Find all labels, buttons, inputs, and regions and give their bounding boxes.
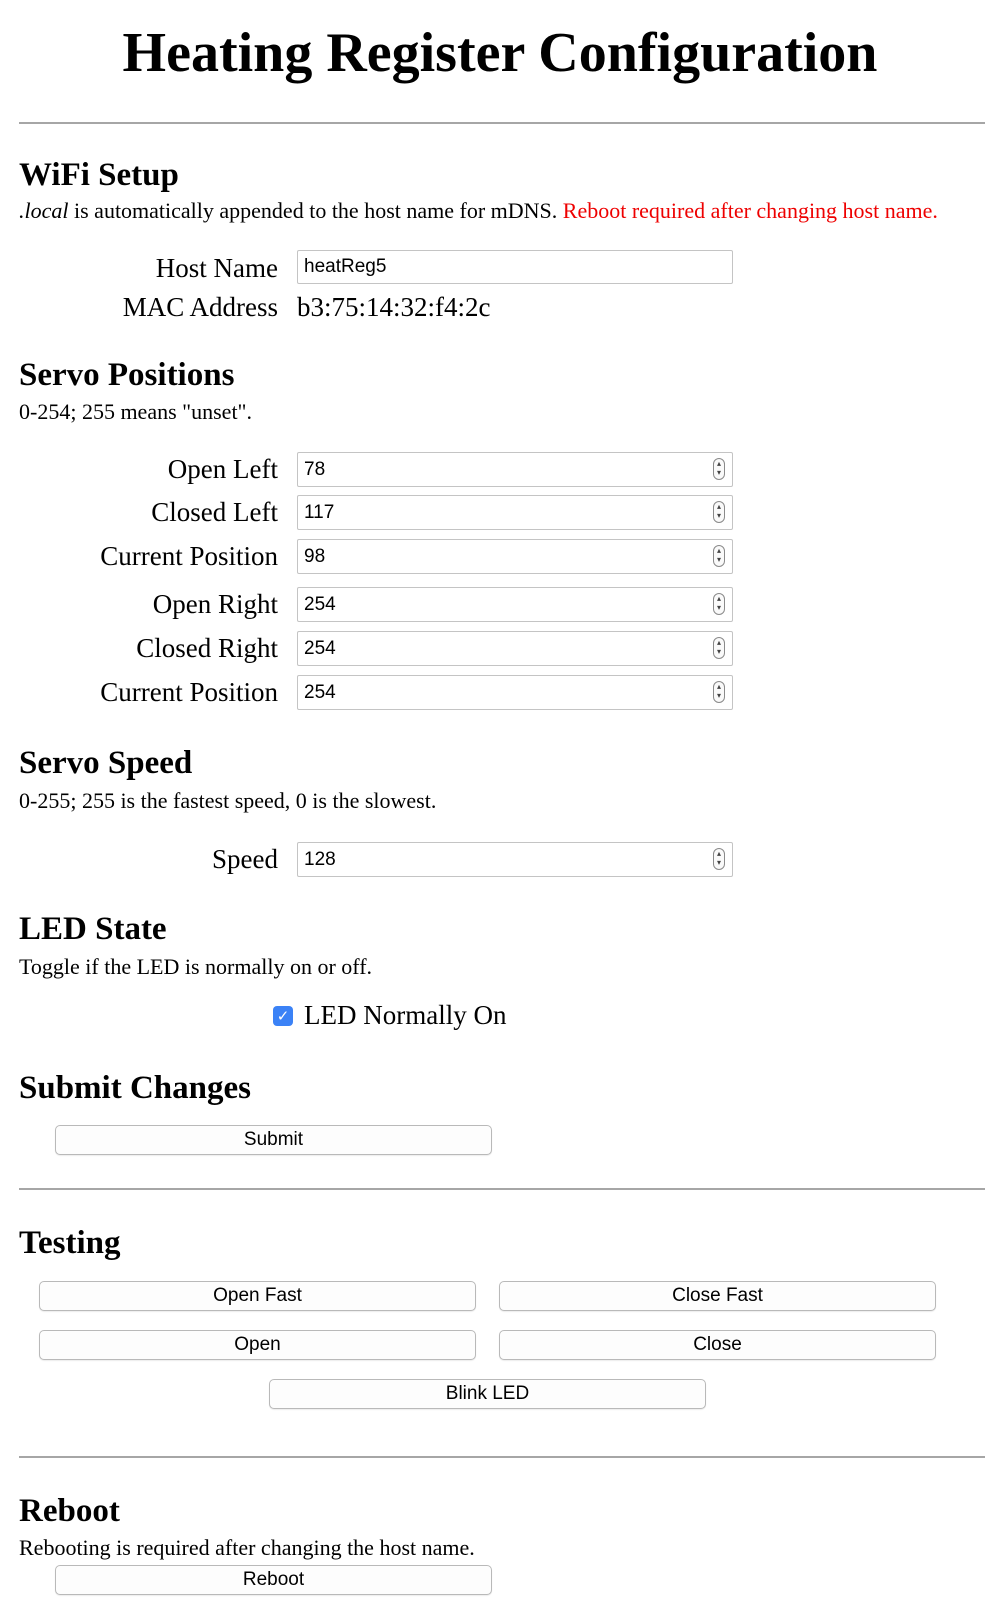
divider	[19, 1456, 985, 1458]
wifi-description	[19, 198, 938, 224]
open-left-field	[297, 452, 733, 487]
open-right-field	[297, 587, 733, 622]
current-position-right-input[interactable]	[297, 675, 733, 710]
servo-positions-description: 0-254; 255 means "unset".	[19, 399, 253, 424]
open-left-label: Open Left	[167, 454, 278, 484]
speed-label: Speed	[212, 844, 278, 874]
reboot-heading: Reboot	[19, 1493, 120, 1529]
stepper-icon[interactable]: ▴ ▾	[713, 637, 725, 659]
wifi-setup-heading: WiFi Setup	[19, 157, 179, 193]
testing-heading: Testing	[19, 1225, 121, 1261]
closed-left-field	[297, 495, 733, 530]
divider	[19, 1188, 985, 1190]
led-normally-on-label[interactable]: LED Normally On	[304, 1000, 507, 1030]
divider	[19, 122, 985, 124]
close-fast-button[interactable]: Close Fast	[499, 1281, 936, 1311]
open-right-label: Open Right	[152, 589, 278, 619]
closed-right-field	[297, 631, 733, 666]
stepper-icon[interactable]: ▴ ▾	[713, 458, 725, 480]
checkmark-icon: ✓	[276, 1007, 290, 1025]
open-right-input[interactable]	[297, 587, 733, 622]
submit-button[interactable]: Submit	[55, 1125, 492, 1155]
reboot-button[interactable]: Reboot	[55, 1565, 492, 1595]
open-fast-button[interactable]: Open Fast	[39, 1281, 476, 1311]
submit-changes-heading: Submit Changes	[19, 1070, 251, 1106]
current-position-right-field	[297, 675, 733, 710]
wifi-description-text: is automatically appended to the host name for mDNS.	[68, 198, 563, 223]
closed-right-label: Closed Right	[136, 633, 278, 663]
servo-speed-description: 0-255; 255 is the fastest speed, 0 is the slowest.	[19, 788, 437, 813]
speed-field	[297, 842, 733, 877]
host-name-label: Host Name	[155, 253, 278, 283]
reboot-warning: Reboot required after changing host name.	[562, 198, 938, 223]
open-button[interactable]: Open	[39, 1330, 476, 1360]
servo-speed-heading: Servo Speed	[19, 745, 193, 781]
stepper-icon[interactable]: ▴ ▾	[713, 545, 725, 567]
stepper-icon[interactable]: ▴ ▾	[713, 681, 725, 703]
closed-left-input[interactable]	[297, 495, 733, 530]
closed-right-input[interactable]	[297, 631, 733, 666]
current-position-right-label: Current Position	[100, 677, 278, 707]
closed-left-label: Closed Left	[151, 497, 278, 527]
mac-address-value: b3:75:14:32:f4:2c	[297, 292, 491, 322]
stepper-icon[interactable]: ▴ ▾	[713, 501, 725, 523]
led-state-heading: LED State	[19, 911, 167, 947]
speed-input[interactable]	[297, 842, 733, 877]
open-left-input[interactable]	[297, 452, 733, 487]
blink-led-button[interactable]: Blink LED	[269, 1379, 706, 1409]
local-suffix: .local	[19, 198, 69, 223]
led-normally-on-checkbox[interactable]	[273, 1006, 293, 1026]
host-name-input[interactable]	[297, 250, 733, 284]
current-position-left-field	[297, 539, 733, 574]
current-position-left-label: Current Position	[100, 541, 278, 571]
stepper-icon[interactable]: ▴ ▾	[713, 848, 725, 870]
reboot-description: Rebooting is required after changing the host name.	[19, 1535, 475, 1560]
led-state-description: Toggle if the LED is normally on or off.	[19, 954, 373, 979]
current-position-left-input[interactable]	[297, 539, 733, 574]
servo-positions-heading: Servo Positions	[19, 357, 235, 393]
mac-address-label: MAC Address	[122, 292, 278, 322]
stepper-icon[interactable]: ▴ ▾	[713, 593, 725, 615]
close-button[interactable]: Close	[499, 1330, 936, 1360]
page-title: Heating Register Configuration	[122, 22, 878, 84]
